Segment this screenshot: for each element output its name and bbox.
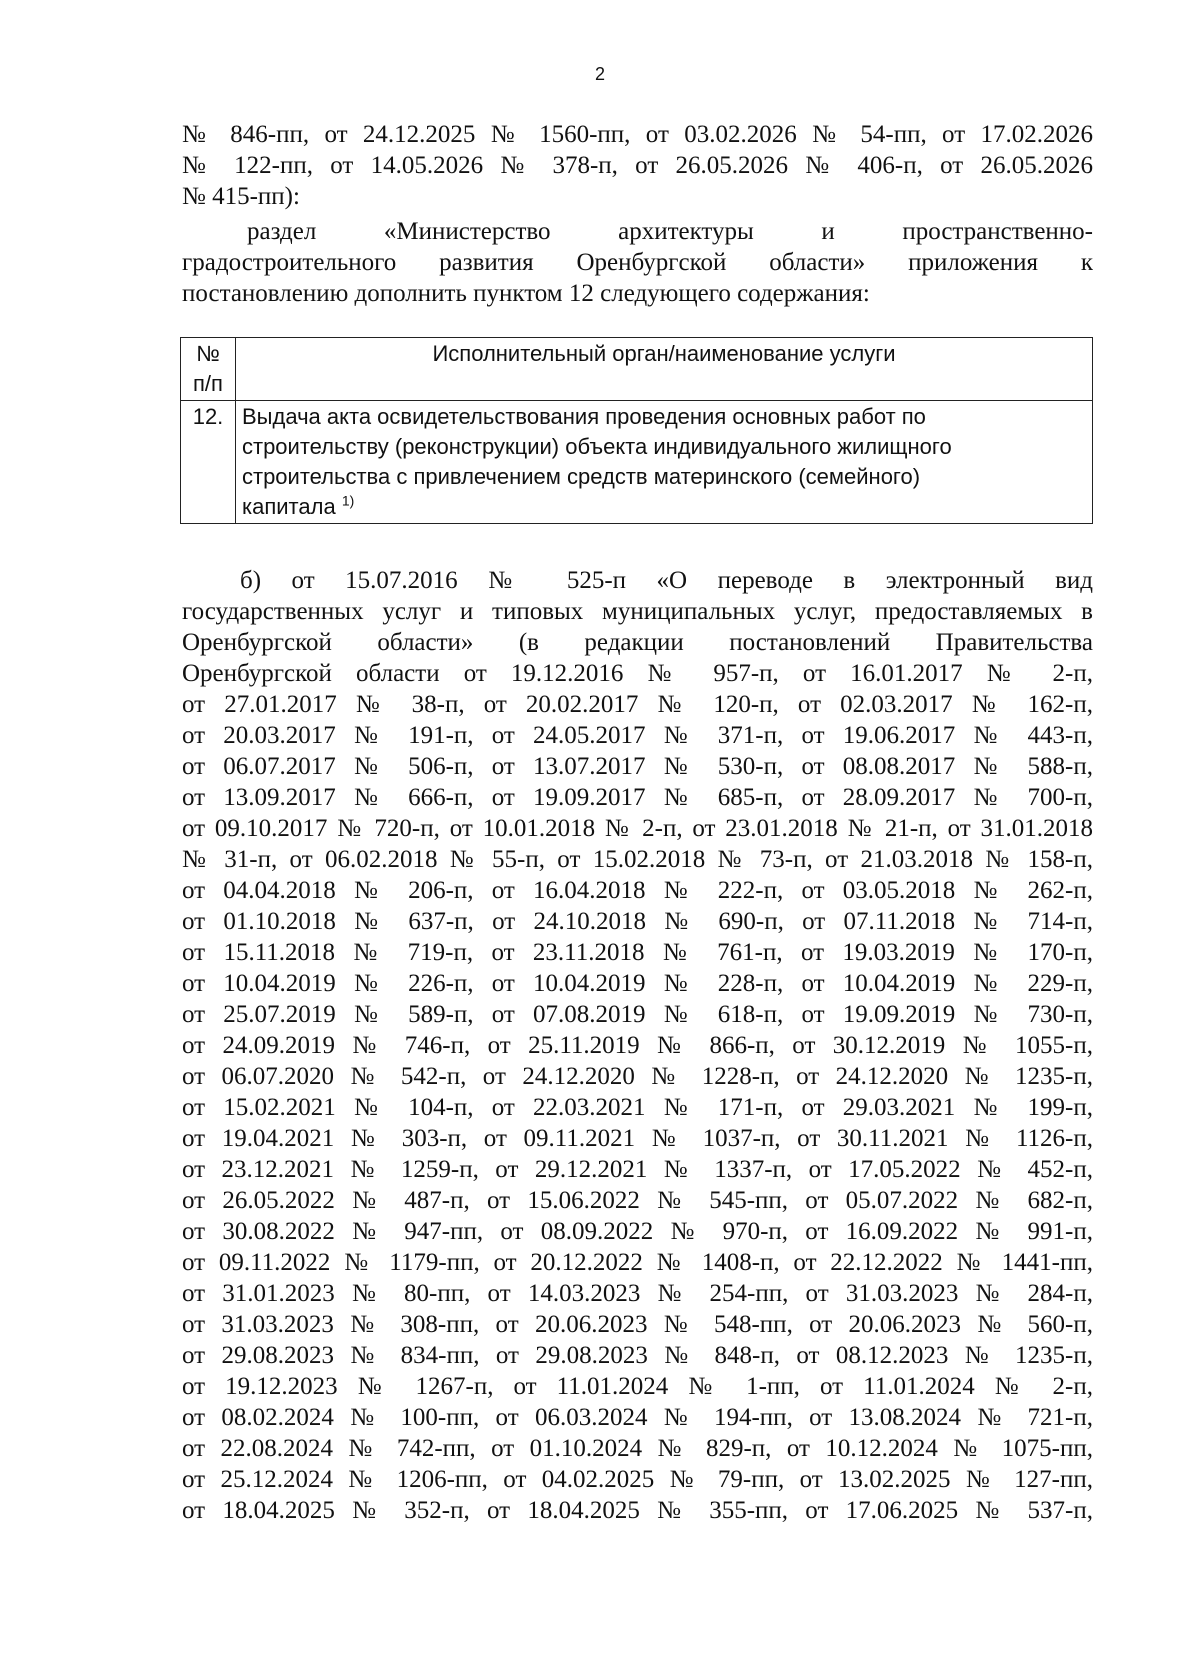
- paragraph-b-line: от 06.07.2017 № 506-п, от 13.07.2017 № 530-п, от 08.08.2017 № 588-п,: [182, 753, 1093, 780]
- page-number: 2: [594, 64, 605, 84]
- row-service-line: строительству (реконструкции) объекта индивидуального жилищного: [242, 434, 952, 459]
- header-number-line: п/п: [193, 371, 223, 396]
- paragraph-b-line: от 09.10.2017 № 720-п, от 10.01.2018 № 2-п, от 23.01.2018 № 21-п, от 31.01.2018: [182, 815, 1093, 842]
- header-name-cell: Исполнительный орган/наименование услуги: [236, 338, 1093, 401]
- service-table: [180, 337, 1093, 524]
- section-line: раздел «Министерство архитектуры и пространственно-: [247, 218, 1093, 245]
- paragraph-b-line: от 01.10.2018 № 637-п, от 24.10.2018 № 690-п, от 07.11.2018 № 714-п,: [182, 908, 1093, 935]
- paragraph-b-line: от 29.08.2023 № 834-пп, от 29.08.2023 № 848-п, от 08.12.2023 № 1235-п,: [182, 1342, 1093, 1369]
- paragraph-b-line: от 30.08.2022 № 947-пп, от 08.09.2022 № 970-п, от 16.09.2022 № 991-п,: [182, 1218, 1093, 1245]
- paragraph-b-line: от 18.04.2025 № 352-п, от 18.04.2025 № 355-пп, от 17.06.2025 № 537-п,: [182, 1497, 1093, 1524]
- header-number-line: №: [196, 341, 220, 366]
- section-line: градостроительного развития Оренбургской области» приложения к: [182, 249, 1093, 276]
- table-row: [181, 401, 1093, 524]
- footnote-marker: 1): [341, 492, 355, 509]
- paragraph-b-line: от 22.08.2024 № 742-пп, от 01.10.2024 № 829-п, от 10.12.2024 № 1075-пп,: [182, 1435, 1093, 1462]
- paragraph-b-line: от 06.07.2020 № 542-п, от 24.12.2020 № 1228-п, от 24.12.2020 № 1235-п,: [182, 1063, 1093, 1090]
- row-number-cell: 12.: [181, 401, 236, 524]
- paragraph-b-line: б) от 15.07.2016 № 525-п «О переводе в электронный вид: [240, 567, 1093, 594]
- paragraph-b-line: от 15.11.2018 № 719-п, от 23.11.2018 № 761-п, от 19.03.2019 № 170-п,: [182, 939, 1093, 966]
- row-service-line-last: [242, 492, 1086, 522]
- paragraph-b-line: от 25.07.2019 № 589-п, от 07.08.2019 № 618-п, от 19.09.2019 № 730-п,: [182, 1001, 1093, 1028]
- intro-line: № 415-пп):: [182, 183, 300, 210]
- paragraph-b-line: от 15.02.2021 № 104-п, от 22.03.2021 № 171-п, от 29.03.2021 № 199-п,: [182, 1094, 1093, 1121]
- paragraph-b-line: от 13.09.2017 № 666-п, от 19.09.2017 № 685-п, от 28.09.2017 № 700-п,: [182, 784, 1093, 811]
- paragraph-b-line: от 20.03.2017 № 191-п, от 24.05.2017 № 371-п, от 19.06.2017 № 443-п,: [182, 722, 1093, 749]
- paragraph-b: [182, 565, 1093, 1526]
- row-service-cell: [236, 401, 1093, 524]
- paragraph-b-line: от 24.09.2019 № 746-п, от 25.11.2019 № 866-п, от 30.12.2019 № 1055-п,: [182, 1032, 1093, 1059]
- section-paragraph: [182, 216, 1093, 309]
- row-service-line: капитала: [242, 494, 336, 519]
- paragraph-b-line: от 31.03.2023 № 308-пп, от 20.06.2023 № 548-пп, от 20.06.2023 № 560-п,: [182, 1311, 1093, 1338]
- paragraph-b-line: государственных услуг и типовых муниципальных услуг, предоставляемых в: [182, 598, 1093, 625]
- header-number-cell: [181, 338, 236, 401]
- paragraph-b-line: от 23.12.2021 № 1259-п, от 29.12.2021 № 1337-п, от 17.05.2022 № 452-п,: [182, 1156, 1093, 1183]
- paragraph-b-line: Оренбургской области от 19.12.2016 № 957-п, от 16.01.2017 № 2-п,: [182, 660, 1093, 687]
- paragraph-b-line: от 25.12.2024 № 1206-пп, от 04.02.2025 № 79-пп, от 13.02.2025 № 127-пп,: [182, 1466, 1093, 1493]
- paragraph-b-line: от 31.01.2023 № 80-пп, от 14.03.2023 № 254-пп, от 31.03.2023 № 284-п,: [182, 1280, 1093, 1307]
- table-header-row: [181, 338, 1093, 401]
- paragraph-b-line: от 19.12.2023 № 1267-п, от 11.01.2024 № 1-пп, от 11.01.2024 № 2-п,: [182, 1373, 1093, 1400]
- intro-line: № 122-пп, от 14.05.2026 № 378-п, от 26.05.2026 № 406-п, от 26.05.2026: [182, 152, 1093, 179]
- paragraph-b-line: от 19.04.2021 № 303-п, от 09.11.2021 № 1037-п, от 30.11.2021 № 1126-п,: [182, 1125, 1093, 1152]
- intro-line: № 846-пп, от 24.12.2025 № 1560-пп, от 03.02.2026 № 54-пп, от 17.02.2026: [182, 121, 1093, 148]
- intro-text: [182, 119, 1093, 212]
- paragraph-b-line: № 31-п, от 06.02.2018 № 55-п, от 15.02.2018 № 73-п, от 21.03.2018 № 158-п,: [182, 846, 1093, 873]
- row-service-line: Выдача акта освидетельствования проведения основных работ по: [242, 404, 926, 429]
- paragraph-b-line: от 27.01.2017 № 38-п, от 20.02.2017 № 120-п, от 02.03.2017 № 162-п,: [182, 691, 1093, 718]
- paragraph-b-line: от 04.04.2018 № 206-п, от 16.04.2018 № 222-п, от 03.05.2018 № 262-п,: [182, 877, 1093, 904]
- paragraph-b-line: от 10.04.2019 № 226-п, от 10.04.2019 № 228-п, от 10.04.2019 № 229-п,: [182, 970, 1093, 997]
- row-service-line: строительства с привлечением средств материнского (семейного): [242, 464, 921, 489]
- paragraph-b-line: от 26.05.2022 № 487-п, от 15.06.2022 № 545-пп, от 05.07.2022 № 682-п,: [182, 1187, 1093, 1214]
- paragraph-b-line: от 09.11.2022 № 1179-пп, от 20.12.2022 № 1408-п, от 22.12.2022 № 1441-пп,: [182, 1249, 1093, 1276]
- paragraph-b-line: от 08.02.2024 № 100-пп, от 06.03.2024 № 194-пп, от 13.08.2024 № 721-п,: [182, 1404, 1093, 1431]
- section-line: постановлению дополнить пунктом 12 следующего содержания:: [182, 280, 870, 307]
- paragraph-b-line: Оренбургской области» (в редакции постановлений Правительства: [182, 629, 1093, 656]
